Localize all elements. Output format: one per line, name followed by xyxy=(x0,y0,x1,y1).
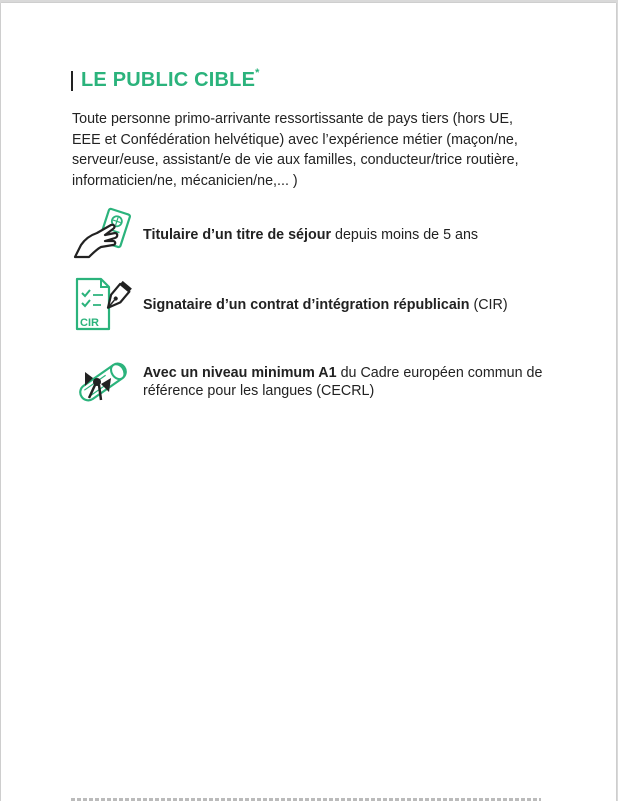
criterion-text: Signataire d’un contrat d’intégration républicain (CIR) xyxy=(143,297,508,313)
footnote-mark: * xyxy=(255,67,260,80)
document-page xyxy=(1,3,616,801)
cir-icon-label: CIR xyxy=(80,317,99,329)
criterion-cir-contract xyxy=(71,275,563,335)
diploma-icon xyxy=(71,352,135,412)
page-title: LE PUBLIC CIBLE* xyxy=(81,67,260,91)
criterion-text: Titulaire d’un titre de séjour depuis moins de 5 ans xyxy=(143,227,479,243)
intro-paragraph: Toute personne primo-arrivante ressortissante de pays tiers (hors UE, EEE et Confédération helvétique) avec l’expérience métier (maçon/ne, serveur/euse, assistant/e de vie aux familles, conducteur/trice routière, informaticien/ne, mécanicien/ne,... ) xyxy=(72,111,519,189)
section-heading xyxy=(71,69,260,92)
criterion-text: Avec un niveau minimum A1 du Cadre européen commun de référence pour les langues (CECRL) xyxy=(143,365,543,399)
criterion-language-level xyxy=(71,352,563,412)
contract-pen-icon xyxy=(71,275,135,335)
criterion-residence-permit xyxy=(71,205,563,265)
hand-card-icon xyxy=(71,205,135,265)
heading-bar xyxy=(71,71,73,91)
